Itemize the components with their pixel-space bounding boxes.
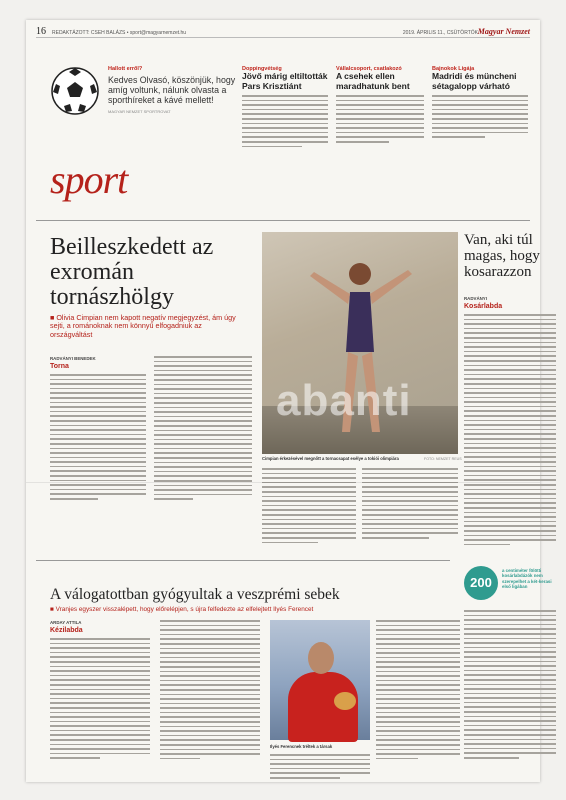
page-header xyxy=(36,26,530,38)
promo-by: MAGYAR NEMZET SPORTROVAT xyxy=(108,109,171,114)
brief-kicker: Vállalcsoport, csatlakozó xyxy=(336,66,402,72)
brief-body xyxy=(336,95,424,143)
watermark: abanti xyxy=(276,376,412,425)
column-text xyxy=(464,314,556,545)
handball-player-photo xyxy=(270,620,370,740)
promo-kicker: Hallott erről? xyxy=(108,66,143,72)
soccer-ball-icon xyxy=(50,66,100,116)
column-text xyxy=(376,620,460,759)
photo-caption: Cimpian érkezésével megnőtt a tornacsapat esélye a tokiói olimpiára xyxy=(262,456,399,461)
column-text xyxy=(50,374,146,500)
lead-column-2 xyxy=(154,356,252,500)
second-column-1 xyxy=(50,620,150,759)
photo-credit: FOTO: NEMZET REUS xyxy=(424,457,462,461)
promo-text: Kedves Olvasó, köszönjük, hogy amíg voltunk, nálunk olvasta a sporthíreket a kávé mellett! xyxy=(108,75,236,105)
column-text xyxy=(362,468,458,539)
column-text xyxy=(154,356,252,500)
second-standfirst: ■ Vranjes egyszer visszalépett, hogy előrelépjen, s újra felfedezte az elfelejtett Ilyés Ferencet xyxy=(50,606,314,613)
page-number: 16 xyxy=(36,26,46,37)
second-column-3a xyxy=(270,754,370,779)
brief-kicker: Doppingvétség xyxy=(242,66,282,72)
side-headline: Van, aki túl magas, hogy kosarazzon xyxy=(464,232,540,280)
side-byline: RADVÁNYI xyxy=(464,296,487,301)
lead-column-3 xyxy=(262,468,356,543)
column-text xyxy=(50,638,150,759)
lead-standfirst: ■ Olivia Cimpian nem kapott negatív megjegyzést, ám úgy sejti, a románoknak nem könnyű elfogadniuk az országváltást xyxy=(50,313,236,339)
lead-standfirst-text: Olivia Cimpian nem kapott negatív megjegyzést, ám úgy sejti, a románoknak nem könnyű elfogadniuk az országváltást xyxy=(50,313,236,339)
side-column-2 xyxy=(464,610,556,759)
promo-box xyxy=(108,66,244,114)
header-editor: REDAKTÁZOTT: CSEH BALÁZS • sport@magyarnemzet.hu xyxy=(52,30,187,36)
lead-byline: RADVÁNYI BENEDEK xyxy=(50,356,96,361)
section-title: sport xyxy=(50,157,128,202)
brief-champions-league xyxy=(432,66,528,138)
stat-text: a centiméter fölötti kosárlabdázók nem szerepelhet a két-kerasi első ligában xyxy=(502,568,552,590)
column-text xyxy=(464,610,556,759)
lead-column-4 xyxy=(362,468,458,539)
page-fold xyxy=(26,482,540,483)
brief-body xyxy=(432,95,528,138)
brief-kicker: Bajnokok Ligája xyxy=(432,66,475,72)
second-headline: A válogatottban gyógyultak a veszprémi sebek xyxy=(50,586,340,603)
header-brand: Magyar Nemzet xyxy=(477,27,530,36)
second-photo-caption: Ilyés Ferencnek tréltek a társak xyxy=(270,744,333,749)
side-column xyxy=(464,296,556,545)
second-column-4 xyxy=(376,620,460,759)
second-byline: ARDAY ATTILA xyxy=(50,620,82,625)
newspaper-page xyxy=(26,20,552,782)
second-standfirst-text: Vranjes egyszer visszalépett, hogy előrelépjen, s újra felfedezte az elfelejtett Ilyés Ferencet xyxy=(55,606,314,613)
lead-headline: Beilleszkedett az exromán tornászhölgy xyxy=(50,234,214,310)
stat-bubble: 200 xyxy=(464,566,498,600)
brief-title: A csehek ellen maradhatunk bent xyxy=(336,71,410,91)
header-date: 2019. ÁPRILIS 11., CSÜTÖRTÖK xyxy=(402,30,478,36)
side-subhead: Kosárlabda xyxy=(464,303,503,310)
second-column-2 xyxy=(160,620,260,759)
story-divider xyxy=(36,560,450,561)
brief-doping xyxy=(242,66,328,147)
lead-subhead: Torna xyxy=(50,363,69,370)
lead-column-1 xyxy=(50,356,146,500)
second-subhead: Kézilabda xyxy=(50,627,83,634)
brief-czech xyxy=(336,66,424,143)
column-text xyxy=(160,620,260,759)
brief-title: Jövő márig eltiltották Pars Krisztiánt xyxy=(242,71,328,91)
brief-body xyxy=(242,95,328,147)
brief-title: Madridi és müncheni sétagalopp várható xyxy=(432,71,517,91)
section-rule xyxy=(36,220,530,221)
column-text xyxy=(270,754,370,779)
column-text xyxy=(262,468,356,543)
